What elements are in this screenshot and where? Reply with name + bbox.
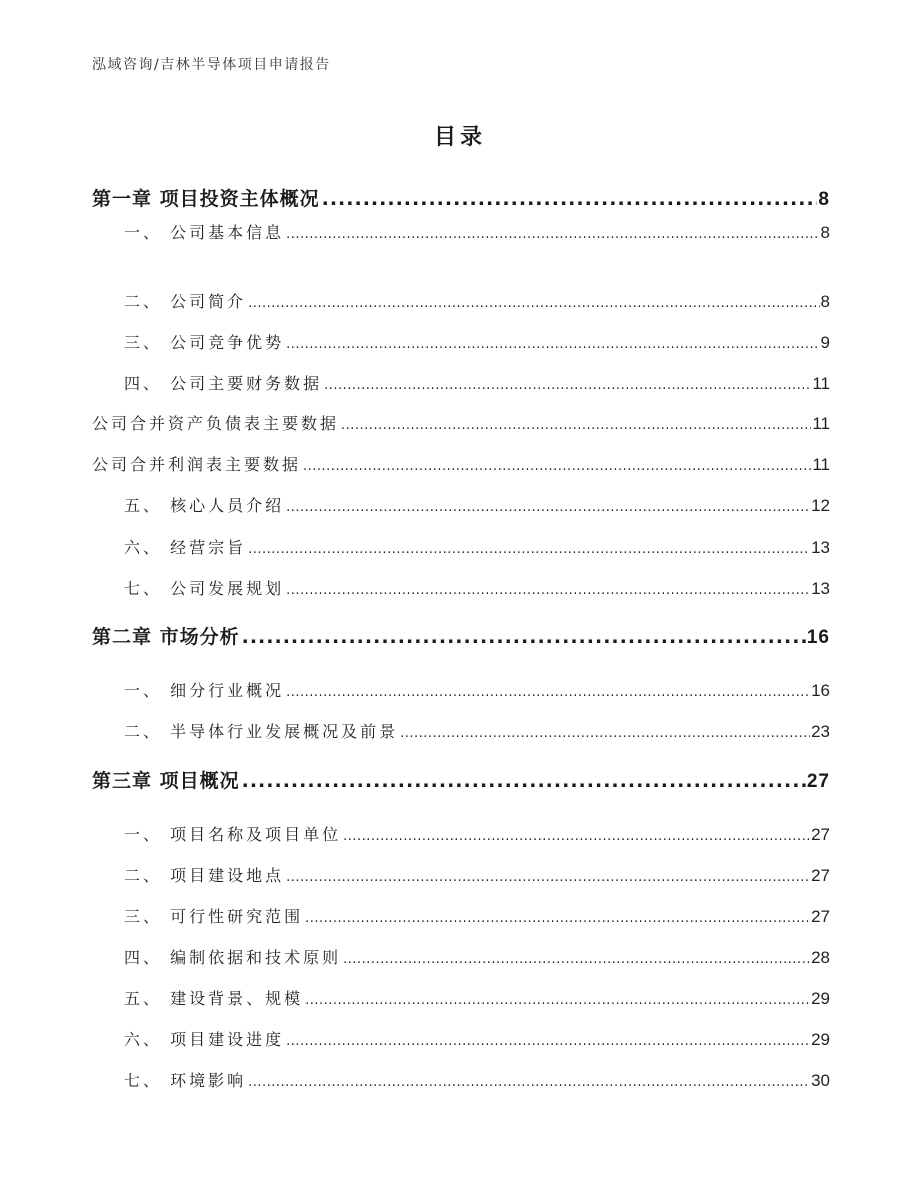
toc-page-number: 23	[811, 722, 830, 741]
dot-leader	[286, 1034, 810, 1049]
toc-entry-label: 二、 半导体行业发展概况及前景	[124, 719, 400, 742]
toc-entry-label: 一、 公司基本信息	[124, 220, 286, 243]
toc-section-entry[interactable]	[92, 330, 830, 353]
dot-leader	[305, 993, 810, 1008]
toc-section-entry[interactable]	[92, 493, 830, 516]
toc-entry-label: 第一章 项目投资主体概况	[92, 184, 322, 211]
toc-chapter-entry[interactable]	[92, 184, 830, 211]
dot-leader	[324, 378, 811, 393]
toc-page-number: 13	[811, 538, 830, 557]
toc-entry-label: 第二章 市场分析	[92, 622, 242, 649]
dot-leader	[286, 685, 810, 700]
toc-entry-label: 公司合并资产负债表主要数据	[92, 411, 341, 434]
toc-entry-label: 七、 环境影响	[124, 1068, 248, 1091]
dot-leader	[343, 952, 810, 967]
toc-page-number: 16	[806, 627, 830, 648]
toc-entry-label: 四、 编制依据和技术原则	[124, 945, 343, 968]
dot-leader	[400, 726, 810, 741]
toc-section-entry[interactable]	[92, 535, 830, 558]
toc-entry-label: 一、 项目名称及项目单位	[124, 822, 343, 845]
toc-page-number: 11	[812, 414, 830, 433]
dot-leader	[286, 500, 810, 515]
dot-leader	[303, 459, 811, 474]
toc-section-entry[interactable]	[92, 719, 830, 742]
toc-section-entry[interactable]	[92, 945, 830, 968]
dot-leader	[341, 418, 811, 433]
toc-section-entry[interactable]	[92, 1027, 830, 1050]
toc-page-number: 27	[806, 771, 830, 792]
toc-section-entry[interactable]	[92, 822, 830, 845]
dot-leader	[286, 337, 819, 352]
toc-section-entry[interactable]	[92, 576, 830, 599]
toc-page-number: 13	[811, 579, 830, 598]
toc-entry-label: 第三章 项目概况	[92, 766, 242, 793]
toc-page-number: 12	[811, 496, 830, 515]
toc-entry-label: 五、 建设背景、规模	[124, 986, 305, 1009]
toc-section-entry[interactable]	[92, 904, 830, 927]
toc-entry-label: 三、 可行性研究范围	[124, 904, 305, 927]
toc-page-number: 9	[820, 333, 830, 352]
dot-leader	[286, 870, 810, 885]
toc-section-entry[interactable]	[92, 220, 830, 243]
dot-leader	[286, 227, 819, 242]
running-header: 泓域咨询/吉林半导体项目申请报告	[92, 57, 331, 73]
toc-page-number: 29	[811, 1030, 830, 1049]
dot-leader	[322, 188, 818, 210]
toc-page-number: 11	[812, 455, 830, 474]
toc-section-entry[interactable]	[92, 863, 830, 886]
toc-section-entry[interactable]	[92, 1068, 830, 1091]
dot-leader	[286, 583, 810, 598]
toc-entry-label: 六、 经营宗旨	[124, 535, 248, 558]
dot-leader	[242, 626, 806, 648]
toc-entry-label: 一、 细分行业概况	[124, 678, 286, 701]
toc-section-entry[interactable]	[92, 371, 830, 394]
toc-page-number: 30	[811, 1071, 830, 1090]
dot-leader	[248, 542, 810, 557]
toc-entry-label: 公司合并利润表主要数据	[92, 452, 303, 475]
toc-page-number: 11	[812, 374, 830, 393]
toc-section-entry[interactable]	[92, 986, 830, 1009]
toc-entry-label: 六、 项目建设进度	[124, 1027, 286, 1050]
toc-chapter-entry[interactable]	[92, 622, 830, 649]
toc-page-number: 29	[811, 989, 830, 1008]
toc-section-entry[interactable]	[92, 452, 830, 475]
toc-entry-label: 二、 项目建设地点	[124, 863, 286, 886]
dot-leader	[248, 296, 819, 311]
toc-page-number: 27	[811, 907, 830, 926]
toc-entry-label: 二、 公司简介	[124, 289, 248, 312]
toc-entry-label: 七、 公司发展规划	[124, 576, 286, 599]
toc-section-entry[interactable]	[92, 678, 830, 701]
toc-page-number: 8	[820, 292, 830, 311]
toc-page-number: 28	[811, 948, 830, 967]
toc-title: 目录	[433, 125, 486, 150]
toc-page-number: 16	[811, 681, 830, 700]
toc-entry-label: 四、 公司主要财务数据	[124, 371, 324, 394]
toc-entry-label: 五、 核心人员介绍	[124, 493, 286, 516]
dot-leader	[242, 770, 806, 792]
toc-section-entry[interactable]	[92, 289, 830, 312]
toc-page-number: 27	[811, 825, 830, 844]
toc-chapter-entry[interactable]	[92, 766, 830, 793]
toc-section-entry[interactable]	[92, 411, 830, 434]
dot-leader	[305, 911, 810, 926]
dot-leader	[343, 829, 810, 844]
toc-page-number: 8	[818, 189, 830, 210]
toc-page-number: 8	[820, 223, 830, 242]
toc-entry-label: 三、 公司竞争优势	[124, 330, 286, 353]
toc-page-number: 27	[811, 866, 830, 885]
dot-leader	[248, 1075, 810, 1090]
